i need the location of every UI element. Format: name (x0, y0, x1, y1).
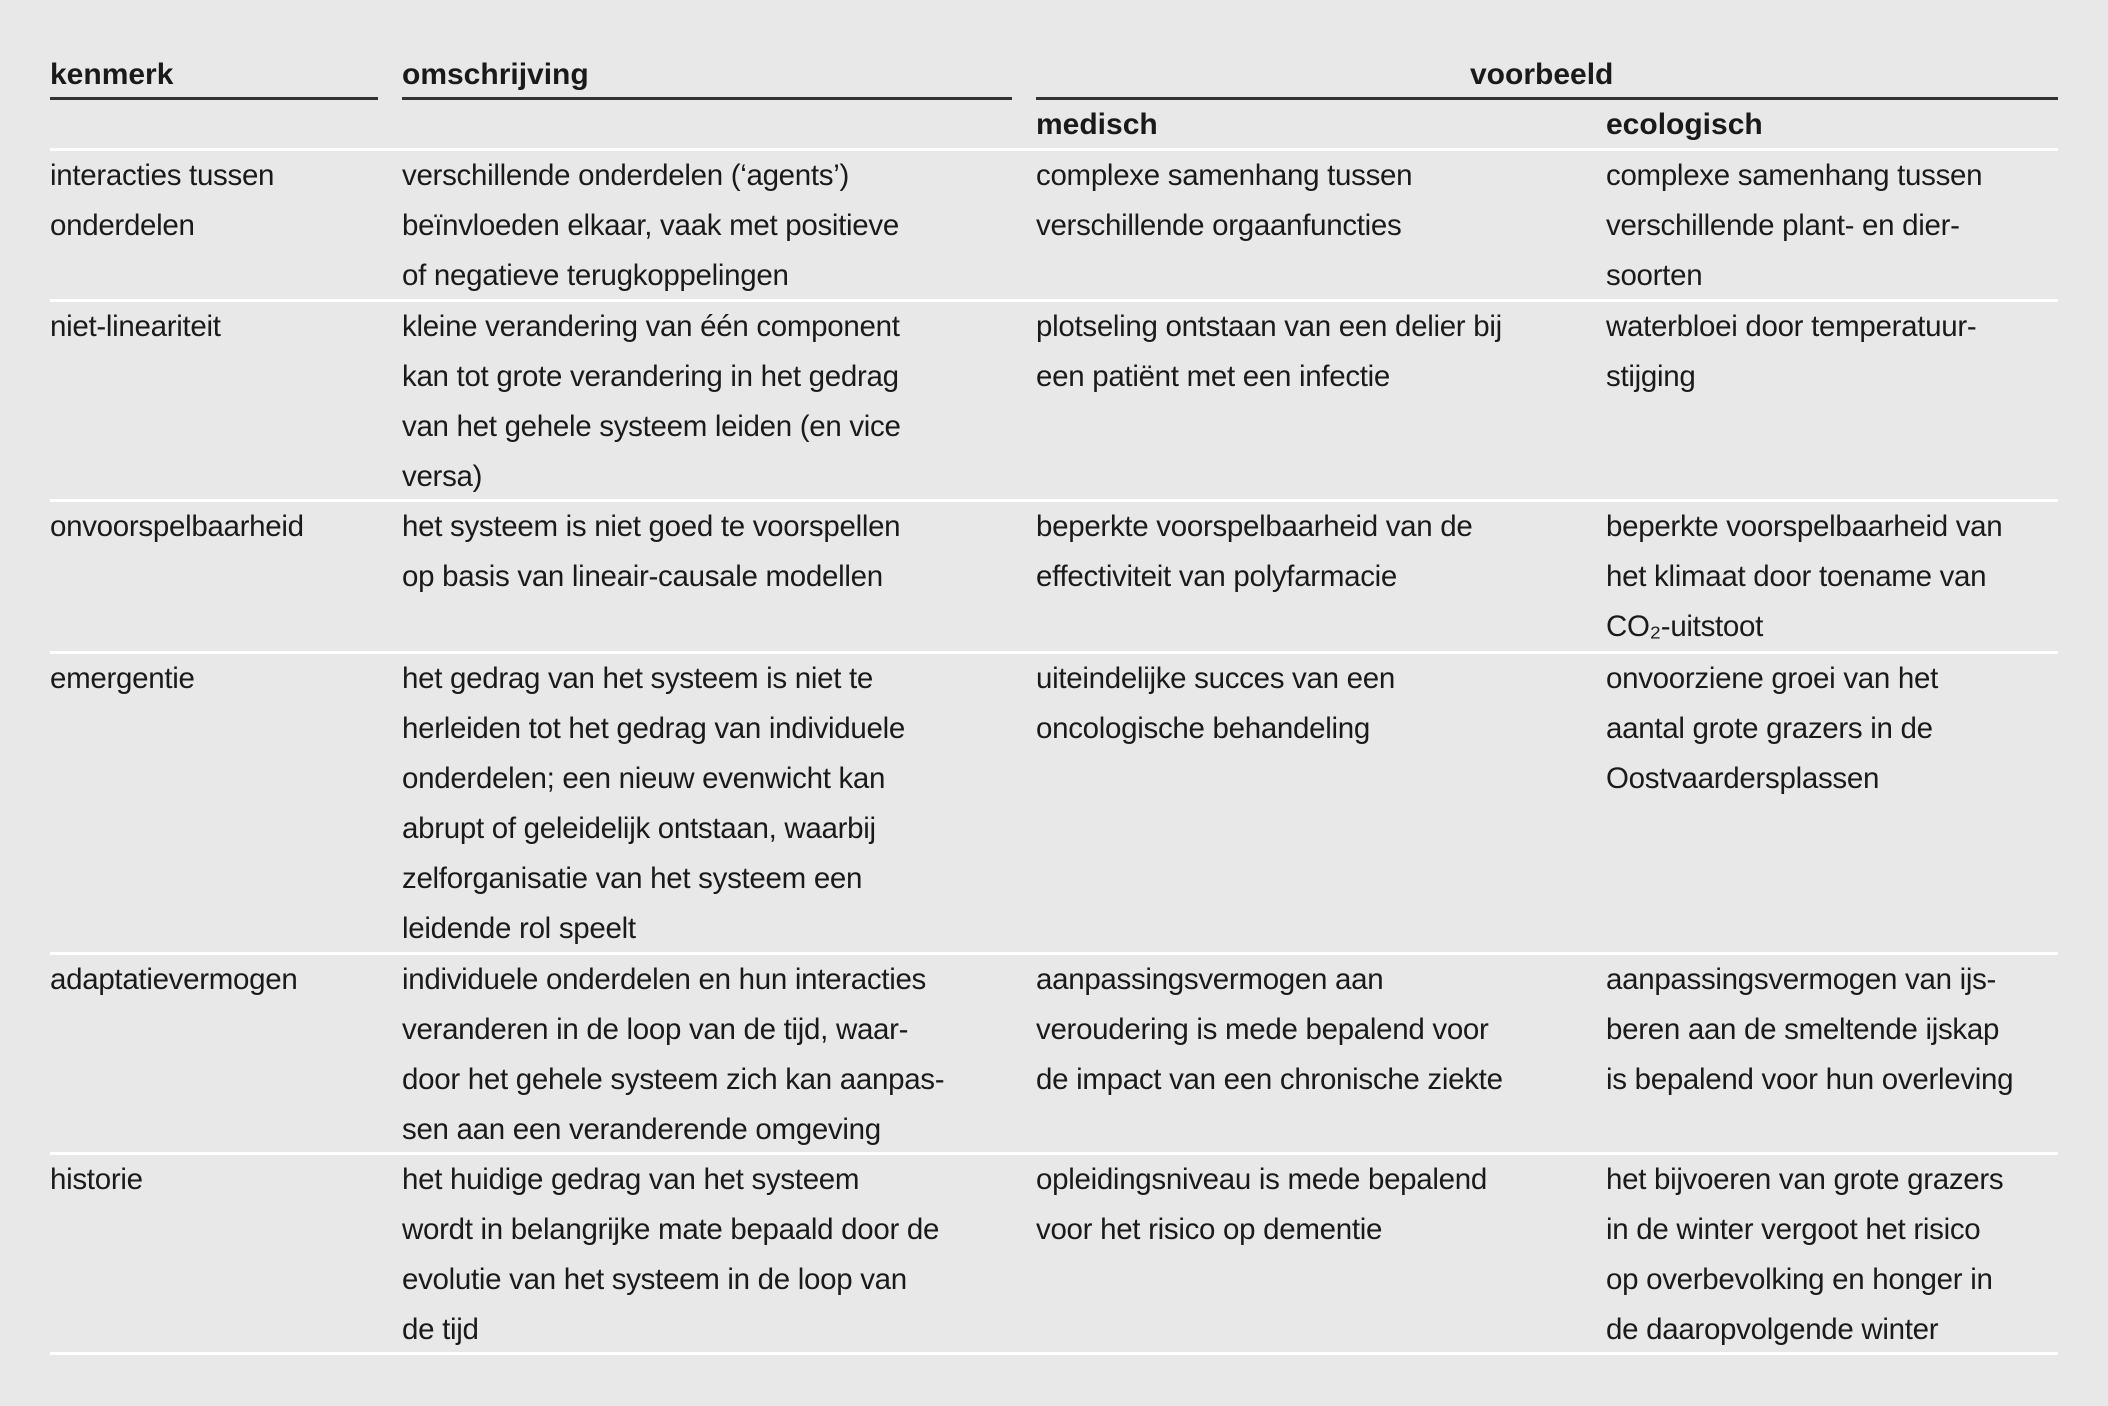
cell-line: veranderen in de loop van de tijd, waar- (402, 1013, 909, 1046)
cell-line: aanpassingsvermogen van ijs- (1606, 963, 1997, 996)
cell-line: onderdelen; een nieuw evenwicht kan (402, 762, 886, 795)
cell-line: opleidingsniveau is mede bepalend (1036, 1163, 1487, 1196)
header-omschrijving: omschrijving (402, 58, 589, 91)
cell-ecologisch (1606, 955, 2013, 1105)
cell-line: zelforganisatie van het systeem een (402, 862, 863, 895)
cell-line: verschillende onderdelen (‘agents’) (402, 159, 850, 192)
cell-ecologisch (1606, 151, 1982, 301)
cell-line: niet-lineariteit (50, 310, 221, 343)
cell-line: uiteindelijke succes van een (1036, 662, 1395, 695)
cell-line: door het gehele systeem zich kan aanpas- (402, 1063, 945, 1096)
cell-line: wordt in belangrijke mate bepaald door de (402, 1213, 940, 1246)
cell-line: adaptatievermogen (50, 963, 298, 996)
cell-medisch (1036, 654, 1395, 754)
cell-line: kan tot grote verandering in het gedrag (402, 360, 899, 393)
cell-line: de tijd (402, 1313, 479, 1346)
cell-line: emergentie (50, 662, 195, 695)
cell-line: interacties tussen (50, 159, 275, 192)
cell-line: de impact van een chronische ziekte (1036, 1063, 1503, 1096)
header-voorbeeld: voorbeeld (1470, 58, 1614, 91)
cell-line: waterbloei door temperatuur- (1606, 310, 1977, 343)
cell-line: verschillende orgaanfuncties (1036, 209, 1402, 242)
cell-omschrijving (402, 654, 905, 954)
cell-line: onderdelen (50, 209, 195, 242)
cell-kenmerk (50, 654, 195, 704)
header-medisch: medisch (1036, 108, 1158, 141)
cell-line: beïnvloeden elkaar, vaak met positieve (402, 209, 899, 242)
header-rule-omschrijving (402, 97, 1012, 100)
cell-line: het klimaat door toename van (1606, 560, 1987, 593)
cell-line: beperkte voorspelbaarheid van (1606, 510, 2003, 543)
header-rule-voorbeeld (1036, 97, 2058, 100)
cell-medisch (1036, 955, 1503, 1105)
cell-ecologisch (1606, 1155, 2003, 1355)
cell-line: evolutie van het systeem in de loop van (402, 1263, 907, 1296)
cell-line: beren aan de smeltende ijskap (1606, 1013, 2000, 1046)
cell-line: Oostvaardersplassen (1606, 762, 1880, 795)
cell-omschrijving (402, 151, 899, 301)
cell-omschrijving (402, 1155, 939, 1355)
cell-line: veroudering is mede bepalend voor (1036, 1013, 1489, 1046)
cell-line: is bepalend voor hun overleving (1606, 1063, 2014, 1096)
cell-omschrijving (402, 302, 901, 502)
cell-kenmerk (50, 502, 304, 552)
cell-line: op overbevolking en honger in (1606, 1263, 1993, 1296)
cell-line: oncologische behandeling (1036, 712, 1370, 745)
cell-omschrijving (402, 502, 900, 602)
cell-line: het systeem is niet goed te voorspellen (402, 510, 901, 543)
cell-line: beperkte voorspelbaarheid van de (1036, 510, 1473, 543)
cell-kenmerk (50, 955, 297, 1005)
cell-line: aanpassingsvermogen aan (1036, 963, 1384, 996)
cell-line: historie (50, 1163, 143, 1196)
cell-line: de daaropvolgende winter (1606, 1313, 1939, 1346)
cell-line: het gedrag van het systeem is niet te (402, 662, 874, 695)
cell-line: CO₂-uitstoot (1606, 610, 1764, 643)
cell-kenmerk (50, 151, 274, 251)
header-rule-kenmerk (50, 97, 378, 100)
cell-line: een patiënt met een infectie (1036, 360, 1391, 393)
header-kenmerk: kenmerk (50, 58, 174, 91)
cell-line: versa) (402, 460, 483, 493)
cell-line: aantal grote grazers in de (1606, 712, 1933, 745)
cell-line: van het gehele systeem leiden (en vice (402, 410, 901, 443)
cell-medisch (1036, 151, 1412, 251)
cell-line: onvoorspelbaarheid (50, 510, 304, 543)
header-ecologisch: ecologisch (1606, 108, 1763, 141)
cell-line: leidende rol speelt (402, 912, 636, 945)
cell-line: kleine verandering van één component (402, 310, 900, 343)
cell-line: of negatieve terugkoppelingen (402, 259, 789, 292)
cell-line: plotseling ontstaan van een delier bij (1036, 310, 1502, 343)
cell-line: individuele onderdelen en hun interacties (402, 963, 927, 996)
cell-line: het bijvoeren van grote grazers (1606, 1163, 2004, 1196)
cell-medisch (1036, 302, 1502, 402)
cell-line: op basis van lineair-causale modellen (402, 560, 883, 593)
cell-line: herleiden tot het gedrag van individuele (402, 712, 905, 745)
cell-kenmerk (50, 302, 221, 352)
cell-line: onvoorziene groei van het (1606, 662, 1938, 695)
cell-line: complexe samenhang tussen (1036, 159, 1413, 192)
cell-line: abrupt of geleidelijk ontstaan, waarbij (402, 812, 876, 845)
cell-line: voor het risico op dementie (1036, 1213, 1383, 1246)
cell-line: stijging (1606, 360, 1696, 393)
cell-line: soorten (1606, 259, 1703, 292)
cell-line: het huidige gedrag van het systeem (402, 1163, 860, 1196)
cell-omschrijving (402, 955, 944, 1155)
cell-line: sen aan een veranderende omgeving (402, 1113, 881, 1146)
cell-medisch (1036, 502, 1473, 602)
cell-medisch (1036, 1155, 1487, 1255)
row-divider (50, 1352, 2058, 1355)
cell-line: effectiviteit van polyfarmacie (1036, 560, 1398, 593)
cell-kenmerk (50, 1155, 143, 1205)
cell-ecologisch (1606, 502, 2002, 652)
cell-ecologisch (1606, 302, 1976, 402)
cell-line: verschillende plant- en dier- (1606, 209, 1960, 242)
cell-ecologisch (1606, 654, 1938, 804)
cell-line: complexe samenhang tussen (1606, 159, 1983, 192)
cell-line: in de winter vergoot het risico (1606, 1213, 1981, 1246)
